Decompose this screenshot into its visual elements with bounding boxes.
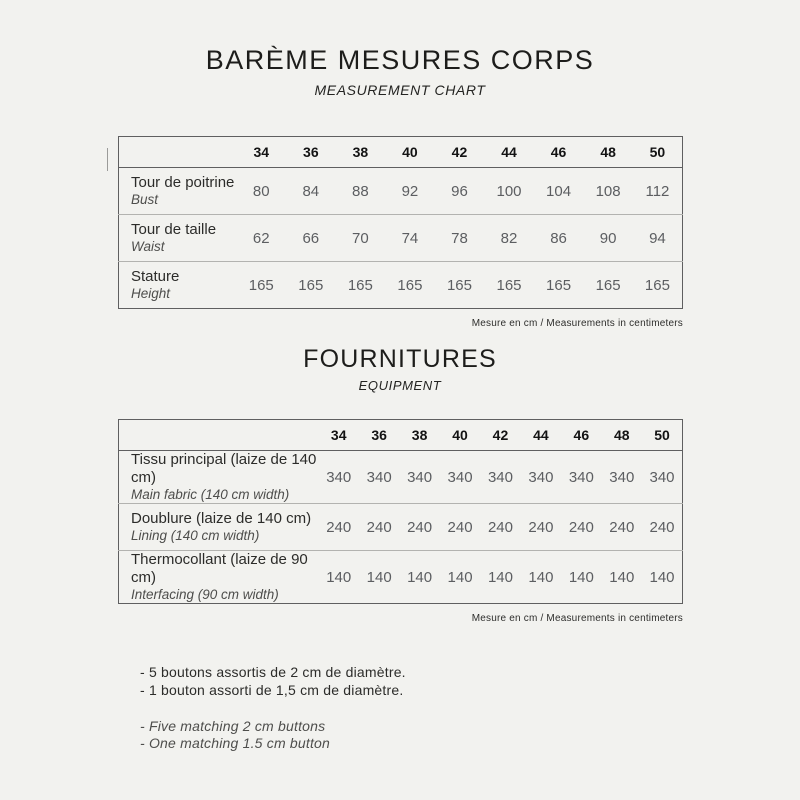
notions-list — [140, 664, 800, 752]
value-cell: 340 — [649, 468, 675, 486]
table-row-height — [119, 262, 683, 309]
row-label-cell — [119, 551, 319, 604]
value-cell: 240 — [602, 504, 642, 551]
notion-item-en: - One matching 1.5 cm button — [140, 735, 331, 751]
equipment-table — [118, 419, 683, 604]
equipment-section-header — [0, 345, 800, 393]
value-cell: 340 — [528, 468, 554, 486]
value-cell: 240 — [319, 504, 359, 551]
page-subtitle: MEASUREMENT CHART — [314, 82, 486, 98]
row-label-cell — [119, 504, 319, 551]
row-label-en: Main fabric (140 cm width) — [131, 487, 290, 502]
value-cell: 340 — [366, 468, 392, 486]
value-cell: 240 — [642, 504, 683, 551]
value-cell: 140 — [440, 551, 480, 604]
header-tick-mark — [107, 148, 108, 171]
value-cell: 108 — [595, 182, 621, 200]
size-header-cell: 38 — [399, 420, 439, 451]
size-header-cell: 42 — [435, 137, 485, 168]
table-row-lining — [119, 504, 683, 551]
row-label-en: Bust — [131, 192, 159, 207]
measurement-table — [118, 136, 683, 309]
value-cell: 66 — [286, 215, 336, 262]
value-cell: 165 — [237, 262, 287, 309]
value-cell: 165 — [633, 262, 683, 309]
size-header-cell: 44 — [484, 137, 534, 168]
value-cell: 140 — [399, 551, 439, 604]
value-cell: 340 — [487, 468, 513, 486]
value-cell: 104 — [546, 182, 572, 200]
value-cell: 86 — [534, 215, 584, 262]
value-cell: 80 — [252, 182, 270, 200]
value-cell: 240 — [521, 504, 561, 551]
row-label-en: Height — [131, 286, 171, 301]
size-header-row — [119, 420, 683, 451]
size-header-cell: 36 — [286, 137, 336, 168]
value-cell: 240 — [440, 504, 480, 551]
value-cell: 165 — [534, 262, 584, 309]
table-row-interfacing — [119, 551, 683, 604]
value-cell: 62 — [237, 215, 287, 262]
size-header-cell: 46 — [561, 420, 601, 451]
row-label-fr: Tour de poitrine — [131, 174, 235, 191]
unit-note: Mesure en cm / Measurements in centimeters — [471, 318, 683, 329]
value-cell: 240 — [359, 504, 399, 551]
size-header-empty-cell — [119, 137, 237, 168]
notion-item-fr: - 1 bouton assorti de 1,5 cm de diamètre. — [140, 681, 404, 698]
value-cell: 165 — [336, 262, 386, 309]
page-title: BARÈME MESURES CORPS — [205, 45, 595, 75]
value-cell: 340 — [326, 468, 352, 486]
table-row-bust — [119, 168, 683, 215]
value-cell: 140 — [561, 551, 601, 604]
value-cell: 92 — [401, 182, 419, 200]
unit-note: Mesure en cm / Measurements in centimeters — [471, 613, 683, 624]
notions-spacer — [140, 699, 800, 718]
size-header-cell: 38 — [336, 137, 386, 168]
row-label-en: Waist — [131, 239, 165, 254]
value-cell: 340 — [447, 468, 473, 486]
value-cell: 82 — [484, 215, 534, 262]
notion-item-en: - Five matching 2 cm buttons — [140, 718, 326, 734]
size-header-cell: 34 — [237, 137, 287, 168]
size-header-cell: 36 — [359, 420, 399, 451]
value-cell: 340 — [568, 468, 594, 486]
size-header-cell: 40 — [385, 137, 435, 168]
value-cell: 94 — [633, 215, 683, 262]
row-label-en: Interfacing (90 cm width) — [131, 587, 279, 602]
value-cell: 100 — [496, 182, 522, 200]
value-cell: 240 — [480, 504, 520, 551]
row-label-cell — [119, 215, 237, 262]
table-row-main-fabric — [119, 451, 683, 504]
value-cell: 70 — [336, 215, 386, 262]
row-label-en: Lining (140 cm width) — [131, 528, 260, 543]
value-cell: 140 — [319, 551, 359, 604]
value-cell: 140 — [642, 551, 683, 604]
row-label-fr: Stature — [131, 268, 180, 285]
size-header-cell: 42 — [480, 420, 520, 451]
value-cell: 90 — [583, 215, 633, 262]
value-cell: 140 — [521, 551, 561, 604]
value-cell: 78 — [435, 215, 485, 262]
size-header-empty-cell — [119, 420, 319, 451]
table-row-waist — [119, 215, 683, 262]
value-cell: 140 — [480, 551, 520, 604]
value-cell: 74 — [385, 215, 435, 262]
equipment-table-block — [118, 419, 683, 604]
size-header-cell: 46 — [534, 137, 584, 168]
measurement-table-block — [118, 136, 683, 309]
value-cell: 96 — [451, 182, 468, 200]
size-header-cell: 48 — [583, 137, 633, 168]
size-header-row — [119, 137, 683, 168]
size-header-cell: 40 — [440, 420, 480, 451]
value-cell: 240 — [399, 504, 439, 551]
notion-item-fr: - 5 boutons assortis de 2 cm de diamètre. — [140, 664, 406, 680]
value-cell: 165 — [484, 262, 534, 309]
value-cell: 88 — [352, 182, 369, 200]
value-cell: 165 — [286, 262, 336, 309]
value-cell: 165 — [435, 262, 485, 309]
row-label-cell — [119, 451, 319, 504]
equipment-title: FOURNITURES — [303, 345, 497, 373]
size-header-cell: 50 — [633, 137, 683, 168]
size-header-cell: 50 — [642, 420, 683, 451]
size-header-cell: 44 — [521, 420, 561, 451]
value-cell: 112 — [645, 182, 670, 200]
value-cell: 240 — [561, 504, 601, 551]
value-cell: 165 — [583, 262, 633, 309]
value-cell: 84 — [302, 182, 320, 200]
value-cell: 140 — [359, 551, 399, 604]
row-label-fr: Doublure (laize de 140 cm) — [131, 510, 312, 527]
row-label-cell — [119, 168, 237, 215]
value-cell: 340 — [609, 468, 635, 486]
value-cell: 140 — [602, 551, 642, 604]
row-label-fr: Tissu principal (laize de 140 cm) — [131, 451, 317, 486]
equipment-subtitle: EQUIPMENT — [358, 378, 442, 393]
row-label-cell — [119, 262, 237, 309]
size-header-cell: 34 — [319, 420, 359, 451]
row-label-fr: Tour de taille — [131, 221, 217, 238]
page-header — [0, 0, 800, 98]
row-label-fr: Thermocollant (laize de 90 cm) — [131, 551, 308, 586]
value-cell: 165 — [385, 262, 435, 309]
size-header-cell: 48 — [602, 420, 642, 451]
value-cell: 340 — [407, 468, 433, 486]
